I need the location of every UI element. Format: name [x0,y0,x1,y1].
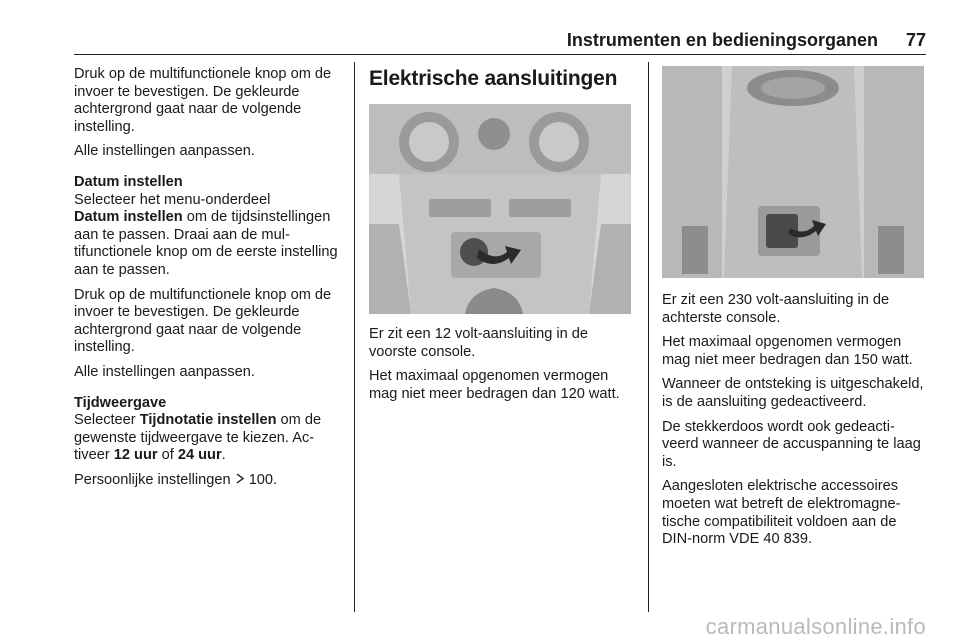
paragraph: Wanneer de ontsteking is uitgeschakeld, is de aansluiting gedeactiveerd. [662,376,924,410]
option-12h: 12 uur [113,447,158,464]
column-divider-2 [648,62,649,612]
section-tijd [74,395,342,465]
rear-console-illustration [662,66,924,278]
column-divider-1 [354,62,355,612]
section-heading: Tijdweergave [74,394,167,411]
paragraph: Er zit een 12 volt-aansluiting in de voorste console. [369,326,589,360]
link-text: Persoonlijke instellingen [74,471,231,488]
front-console-illustration [369,104,631,314]
column-right [662,66,926,556]
cross-reference [74,472,342,490]
paragraph: Aangesloten elektrische accessoires moeten wat betreft de elektromagnetische compatibiliteit voldoen aan de DIN-norm VDE 40 839. [662,478,901,548]
section-heading: Datum instellen [74,173,183,190]
text: om de tijdsinstellingen aan te passen. Draai aan de multifunctionele knop om de eerste instelling aan te passen. [74,209,338,278]
option-24h: 24 uur [177,447,222,464]
paragraph: Alle instellingen aanpassen. [74,363,255,380]
section-datum [74,174,342,280]
page-title: Instrumenten en bedieningsorganen [566,30,878,50]
paragraph: Het maximaal opgenomen vermogen mag niet meer bedragen dan 150 watt. [662,334,913,368]
menu-term: Tijdnotatie instellen [139,412,277,429]
paragraph: De stekkerdoos wordt ook gedeactiveerd wanneer de accuspanning te laag is. [662,418,921,470]
paragraph: Alle instellingen aanpassen. [74,143,255,160]
page-reference: 100. [244,471,278,488]
text: Selecteer [74,412,140,429]
page-header [74,30,926,52]
paragraph: Er zit een 230 volt-aansluiting in de achterste console. [662,292,890,326]
menu-term: Datum instellen [74,209,183,226]
header-rule [74,54,926,55]
paragraph: Druk op de multifunctionele knop om de invoer te bevestigen. De gekleurde achtergrond gaat naar de volgende instelling. [74,286,332,356]
watermark: carmanualsonline.info [705,614,926,639]
text: Selecteer het menu-onderdeel [74,191,271,208]
column-middle [369,66,637,410]
column-left [74,66,342,496]
text: of [157,447,178,464]
text: . [221,447,226,464]
paragraph: Het maximaal opgenomen vermogen mag niet meer bedragen dan 120 watt. [369,368,620,402]
page-reference-arrow-icon [235,473,245,484]
page-number: 77 [905,30,926,50]
section-title: Elektrische aansluitingen [369,67,618,90]
text: om de gewenste tijdweergave te kiezen. Activeer [74,412,322,464]
paragraph: Druk op de multifunctionele knop om de invoer te bevestigen. De gekleurde achtergrond gaat naar de volgende instelling. [74,66,332,135]
